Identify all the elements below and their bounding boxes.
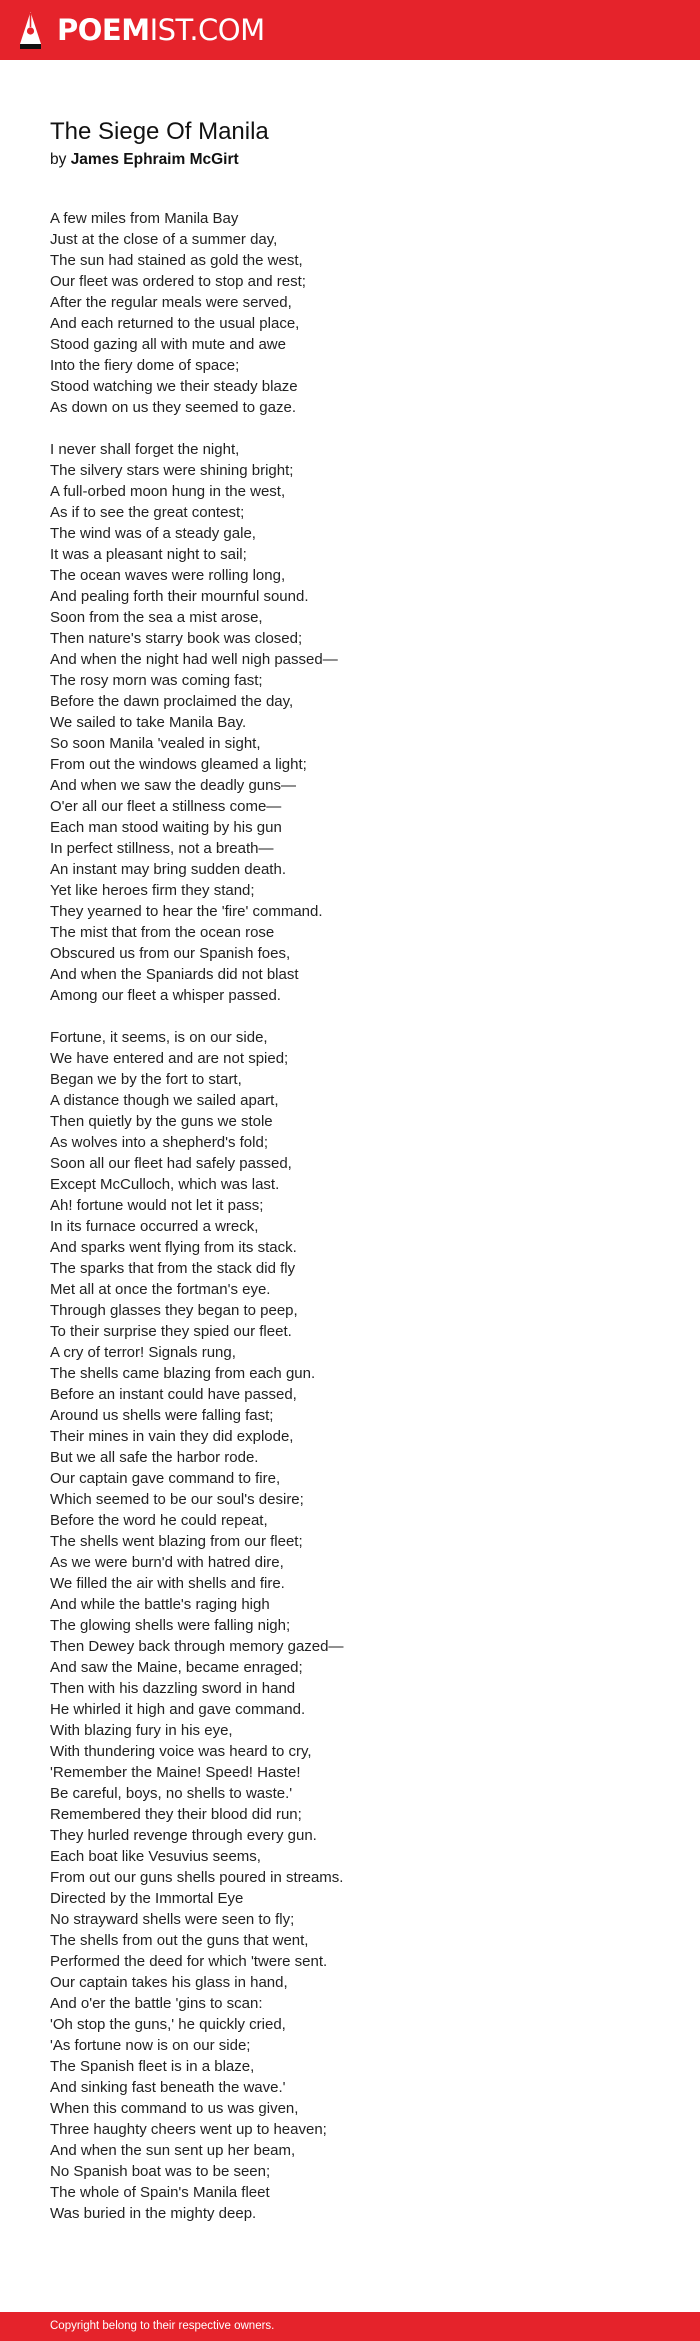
poem-content	[50, 118, 650, 2245]
poem-line: The silvery stars were shining bright;	[50, 462, 294, 479]
poem-line: As down on us they seemed to gaze.	[50, 399, 296, 416]
poem-line: Remembered they their blood did run;	[50, 1806, 302, 1823]
logo-wordmark-bold: POEM	[57, 13, 150, 47]
poem-line: Soon all our fleet had safely passed,	[50, 1155, 292, 1172]
site-header	[0, 0, 700, 60]
poem-line: The sun had stained as gold the west,	[50, 252, 303, 269]
poem-line: The shells went blazing from our fleet;	[50, 1533, 303, 1550]
poem-stanza	[50, 439, 650, 1006]
poem-line: A cry of terror! Signals rung,	[50, 1344, 236, 1361]
poem-line: Our fleet was ordered to stop and rest;	[50, 273, 306, 290]
poem-line: Ah! fortune would not let it pass;	[50, 1197, 264, 1214]
poem-line: Our captain takes his glass in hand,	[50, 1974, 288, 1991]
poem-line: We sailed to take Manila Bay.	[50, 714, 247, 731]
poem-line: And when we saw the deadly guns—	[50, 777, 296, 794]
poem-line: Began we by the fort to start,	[50, 1071, 242, 1088]
copyright-notice: Copyright belong to their respective owners.	[50, 2320, 275, 2332]
poem-line: O'er all our fleet a stillness come—	[50, 798, 282, 815]
poem-line: A full-orbed moon hung in the west,	[50, 483, 286, 500]
poem-line: Met all at once the fortman's eye.	[50, 1281, 271, 1298]
poem-line: Three haughty cheers went up to heaven;	[50, 2121, 327, 2138]
poem-line: 'Remember the Maine! Speed! Haste!	[50, 1764, 301, 1781]
poem-line: 'Oh stop the guns,' he quickly cried,	[50, 2016, 286, 2033]
poem-line: With thundering voice was heard to cry,	[50, 1743, 312, 1760]
poem-line: And when the sun sent up her beam,	[50, 2142, 296, 2159]
poem-line: No strayward shells were seen to fly;	[50, 1911, 295, 1928]
poem-line: Was buried in the mighty deep.	[50, 2205, 257, 2222]
poem-author-link[interactable]: James Ephraim McGirt	[70, 151, 239, 168]
poem-line: Through glasses they began to peep,	[50, 1302, 298, 1319]
poem-line: But we all safe the harbor rode.	[50, 1449, 259, 1466]
poem-line: As if to see the great contest;	[50, 504, 245, 521]
poem-line: The sparks that from the stack did fly	[50, 1260, 296, 1277]
poem-line: Except McCulloch, which was last.	[50, 1176, 280, 1193]
poem-byline	[50, 149, 650, 171]
logo-wordmark	[57, 10, 265, 50]
poem-line: And when the night had well nigh passed—	[50, 651, 338, 668]
poem-stanza	[50, 208, 650, 418]
poem-line: A distance though we sailed apart,	[50, 1092, 279, 1109]
poem-line: Before an instant could have passed,	[50, 1386, 297, 1403]
poem-line: Be careful, boys, no shells to waste.'	[50, 1785, 293, 1802]
poem-line: He whirled it high and gave command.	[50, 1701, 306, 1718]
poem-line: Then Dewey back through memory gazed—	[50, 1638, 344, 1655]
poem-line: After the regular meals were served,	[50, 294, 292, 311]
poem-line: And sinking fast beneath the wave.'	[50, 2079, 286, 2096]
poem-line: Their mines in vain they did explode,	[50, 1428, 294, 1445]
poem-line: With blazing fury in his eye,	[50, 1722, 233, 1739]
poem-line: Each boat like Vesuvius seems,	[50, 1848, 261, 1865]
poem-line: And saw the Maine, became enraged;	[50, 1659, 303, 1676]
poem-line: No Spanish boat was to be seen;	[50, 2163, 271, 2180]
poem-line: When this command to us was given,	[50, 2100, 299, 2117]
poem-line: It was a pleasant night to sail;	[50, 546, 247, 563]
poem-line: As we were burn'd with hatred dire,	[50, 1554, 284, 1571]
poem-line: The rosy morn was coming fast;	[50, 672, 263, 689]
poem-line: Then with his dazzling sword in hand	[50, 1680, 296, 1697]
poem-line: They hurled revenge through every gun.	[50, 1827, 317, 1844]
poem-line: Obscured us from our Spanish foes,	[50, 945, 291, 962]
poem-line: The mist that from the ocean rose	[50, 924, 275, 941]
poem-line: A few miles from Manila Bay	[50, 210, 239, 227]
poem-line: Into the fiery dome of space;	[50, 357, 240, 374]
poem-line: The whole of Spain's Manila fleet	[50, 2184, 270, 2201]
poem-line: Then quietly by the guns we stole	[50, 1113, 273, 1130]
poem-line: Fortune, it seems, is on our side,	[50, 1029, 268, 1046]
poem-line: From out our guns shells poured in streams.	[50, 1869, 344, 1886]
poem-line: An instant may bring sudden death.	[50, 861, 286, 878]
poem-title: The Siege Of Manila	[50, 118, 269, 145]
poem-line: 'As fortune now is on our side;	[50, 2037, 251, 2054]
poem-line: The ocean waves were rolling long,	[50, 567, 286, 584]
poem-line: Before the word he could repeat,	[50, 1512, 268, 1529]
pen-nib-icon	[18, 10, 43, 50]
poem-line: And pealing forth their mournful sound.	[50, 588, 309, 605]
poem-line: To their surprise they spied our fleet.	[50, 1323, 292, 1340]
poem-line: And sparks went flying from its stack.	[50, 1239, 297, 1256]
poem-line: Just at the close of a summer day,	[50, 231, 278, 248]
poem-line: Directed by the Immortal Eye	[50, 1890, 244, 1907]
poem-line: The glowing shells were falling nigh;	[50, 1617, 291, 1634]
poem-line: Which seemed to be our soul's desire;	[50, 1491, 304, 1508]
logo-wordmark-light: IST.COM	[149, 13, 265, 47]
poem-line: And each returned to the usual place,	[50, 315, 300, 332]
poem-line: And while the battle's raging high	[50, 1596, 270, 1613]
poem-line: The shells from out the guns that went,	[50, 1932, 309, 1949]
poem-line: They yearned to hear the 'fire' command.	[50, 903, 323, 920]
poem-line: The wind was of a steady gale,	[50, 525, 256, 542]
poem-line: Stood gazing all with mute and awe	[50, 336, 286, 353]
poem-line: Soon from the sea a mist arose,	[50, 609, 263, 626]
poem-line: I never shall forget the night,	[50, 441, 240, 458]
poem-stanza	[50, 1027, 650, 2224]
poem-line: Performed the deed for which 'twere sent.	[50, 1953, 328, 1970]
poem-line: In its furnace occurred a wreck,	[50, 1218, 259, 1235]
poem-line: In perfect stillness, not a breath—	[50, 840, 274, 857]
poem-line: So soon Manila 'vealed in sight,	[50, 735, 261, 752]
poem-line: Around us shells were falling fast;	[50, 1407, 274, 1424]
poem-line: And when the Spaniards did not blast	[50, 966, 299, 983]
site-footer	[0, 2312, 700, 2341]
poem-line: We have entered and are not spied;	[50, 1050, 289, 1067]
poem-body	[50, 208, 650, 2224]
poem-line: From out the windows gleamed a light;	[50, 756, 307, 773]
poem-line: Among our fleet a whisper passed.	[50, 987, 281, 1004]
poem-line: As wolves into a shepherd's fold;	[50, 1134, 268, 1151]
poem-line: The shells came blazing from each gun.	[50, 1365, 316, 1382]
poem-line: The Spanish fleet is in a blaze,	[50, 2058, 255, 2075]
poem-line: Our captain gave command to fire,	[50, 1470, 281, 1487]
poem-line: Yet like heroes firm they stand;	[50, 882, 255, 899]
poem-line: And o'er the battle 'gins to scan:	[50, 1995, 263, 2012]
poem-line: We filled the air with shells and fire.	[50, 1575, 285, 1592]
poem-line: Stood watching we their steady blaze	[50, 378, 298, 395]
byline-prefix: by	[50, 151, 67, 168]
site-logo-link[interactable]	[18, 10, 265, 50]
poem-line: Before the dawn proclaimed the day,	[50, 693, 294, 710]
poem-line: Then nature's starry book was closed;	[50, 630, 303, 647]
poem-line: Each man stood waiting by his gun	[50, 819, 282, 836]
